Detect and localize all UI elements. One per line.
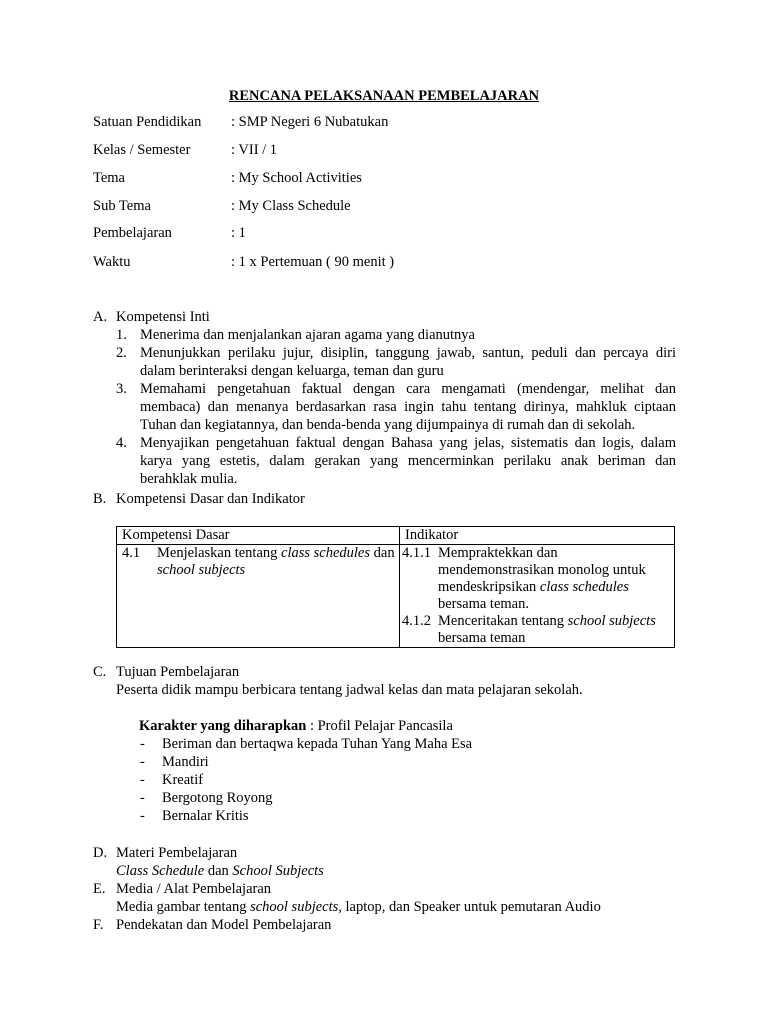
identity-label: Pembelajaran xyxy=(93,225,172,241)
identity-label: Waktu xyxy=(93,254,131,270)
indicator-text-post: bersama teman xyxy=(438,630,526,646)
media-pre: Media gambar tentang xyxy=(116,899,251,915)
media-post: laptop, dan Speaker untuk pemutaran Audio xyxy=(341,899,601,915)
list-item xyxy=(116,380,676,434)
kd-text-pre: Menjelaskan tentang xyxy=(157,545,282,561)
section-letter: B. xyxy=(93,491,107,507)
list-text: Kreatif xyxy=(162,772,204,788)
kd-text-italic-2: school subjects xyxy=(157,562,246,578)
section-letter: C. xyxy=(93,664,107,680)
list-text: Menunjukkan perilaku jujur, disiplin, tanggung jawab, santun, peduli dan percaya diri dalam berinteraksi dengan keluarga, teman dan guru xyxy=(140,345,676,379)
identity-value: : My School Activities xyxy=(231,170,362,186)
section-title: Pendekatan dan Model Pembelajaran xyxy=(116,917,332,933)
kompetensi-table xyxy=(116,526,675,648)
identity-label: Tema xyxy=(93,170,125,186)
list-dash: - xyxy=(140,790,145,806)
identity-row-pembelajaran xyxy=(93,224,693,242)
section-title: Kompetensi Inti xyxy=(116,309,210,325)
list-text: Beriman dan bertaqwa kepada Tuhan Yang Maha Esa xyxy=(162,736,473,752)
list-item xyxy=(116,789,676,807)
section-letter: E. xyxy=(93,881,106,897)
identity-row-subtema xyxy=(93,197,693,215)
indicator-text-italic: school subjects xyxy=(567,613,656,629)
identity-row-tema xyxy=(93,169,693,187)
indicator-item xyxy=(402,613,672,647)
karakter-value: : Profil Pelajar Pancasila xyxy=(306,718,453,734)
list-dash: - xyxy=(140,754,145,770)
kd-text-italic-1: class schedules xyxy=(281,545,371,561)
list-text: Bergotong Royong xyxy=(162,790,273,806)
kompetensi-inti-list xyxy=(116,326,676,488)
indicator-item xyxy=(402,545,672,613)
kd-text-mid: dan xyxy=(370,545,395,561)
list-number: 4. xyxy=(116,435,127,451)
list-text: Memahami pengetahuan faktual dengan cara mengamati (mendengar, melihat dan membaca) dan menanya berdasarkan rasa ingin tahu tentang dirinya, mahkluk ciptaan Tuhan dan kegiatannya, dan benda-benda yang dijumpainya di rumah dan di sekolah. xyxy=(140,381,676,433)
table-cell-indikator xyxy=(400,545,675,648)
table-cell-kd xyxy=(117,545,400,648)
media-body xyxy=(116,898,696,916)
list-item xyxy=(116,753,676,771)
materi-italic-2: School Subjects xyxy=(232,863,324,879)
kd-item xyxy=(119,545,397,579)
section-letter: A. xyxy=(93,309,108,325)
indicator-text-pre: Mempraktekkan dan mendemonstrasikan monolog untuk mendeskripsikan xyxy=(438,545,646,595)
list-number: 3. xyxy=(116,381,127,397)
document-title: RENCANA PELAKSANAAN PEMBELAJARAN xyxy=(228,88,540,104)
list-text: Bernalar Kritis xyxy=(162,808,249,824)
section-title: Media / Alat Pembelajaran xyxy=(116,881,272,897)
list-dash: - xyxy=(140,808,145,824)
list-item xyxy=(116,771,676,789)
list-text: Menerima dan menjalankan ajaran agama yang dianutnya xyxy=(140,327,475,343)
list-text: Menyajikan pengetahuan faktual dengan Bahasa yang jelas, sistematis dan logis, dalam karya yang estetis, dalam gerakan yang mencerminkan perilaku anak beriman dan berahklak mulia. xyxy=(140,435,676,487)
materi-mid: dan xyxy=(204,863,233,879)
identity-value: : VII / 1 xyxy=(231,142,278,158)
indicator-number: 4.1.1 xyxy=(402,545,431,561)
table-header-cell: Kompetensi Dasar xyxy=(117,527,400,545)
section-title: Tujuan Pembelajaran xyxy=(116,664,240,680)
identity-value: : 1 x Pertemuan ( 90 menit ) xyxy=(231,254,395,270)
list-number: 1. xyxy=(116,327,127,343)
indicator-text-pre: Menceritakan tentang xyxy=(438,613,568,629)
materi-italic-1: Class Schedule xyxy=(116,863,205,879)
list-number: 2. xyxy=(116,345,127,361)
list-dash: - xyxy=(140,772,145,788)
section-letter: D. xyxy=(93,845,108,861)
indicator-number: 4.1.2 xyxy=(402,613,431,629)
identity-value: : 1 xyxy=(231,225,246,241)
list-text: Mandiri xyxy=(162,754,209,770)
table-header-row xyxy=(117,527,675,545)
list-item xyxy=(116,344,676,380)
identity-row-kelas xyxy=(93,141,693,159)
identity-value: : SMP Negeri 6 Nubatukan xyxy=(231,114,389,130)
kd-number: 4.1 xyxy=(122,545,141,561)
karakter-list xyxy=(116,735,676,825)
tujuan-body: Peserta didik mampu berbicara tentang jadwal kelas dan mata pelajaran sekolah. xyxy=(116,682,583,698)
list-dash: - xyxy=(140,736,145,752)
indicator-text-italic: class schedules xyxy=(539,579,629,595)
identity-value: : My Class Schedule xyxy=(231,198,351,214)
identity-label: Kelas / Semester xyxy=(93,142,191,158)
section-letter: F. xyxy=(93,917,104,933)
table-header-cell: Indikator xyxy=(400,527,675,545)
list-item xyxy=(116,735,676,753)
media-italic: school subjects, xyxy=(250,899,342,915)
identity-row-satuan xyxy=(93,113,693,131)
materi-body xyxy=(116,862,676,880)
identity-row-waktu xyxy=(93,253,693,271)
indicator-text-post: bersama teman. xyxy=(438,596,529,612)
list-item xyxy=(116,326,676,344)
list-item xyxy=(116,434,676,488)
karakter-heading xyxy=(139,717,699,735)
identity-label: Satuan Pendidikan xyxy=(93,114,202,130)
table-row xyxy=(117,545,675,648)
identity-label: Sub Tema xyxy=(93,198,151,214)
section-title: Materi Pembelajaran xyxy=(116,845,238,861)
section-title: Kompetensi Dasar dan Indikator xyxy=(116,491,305,507)
karakter-label: Karakter yang diharapkan xyxy=(139,718,307,734)
list-item xyxy=(116,807,676,825)
